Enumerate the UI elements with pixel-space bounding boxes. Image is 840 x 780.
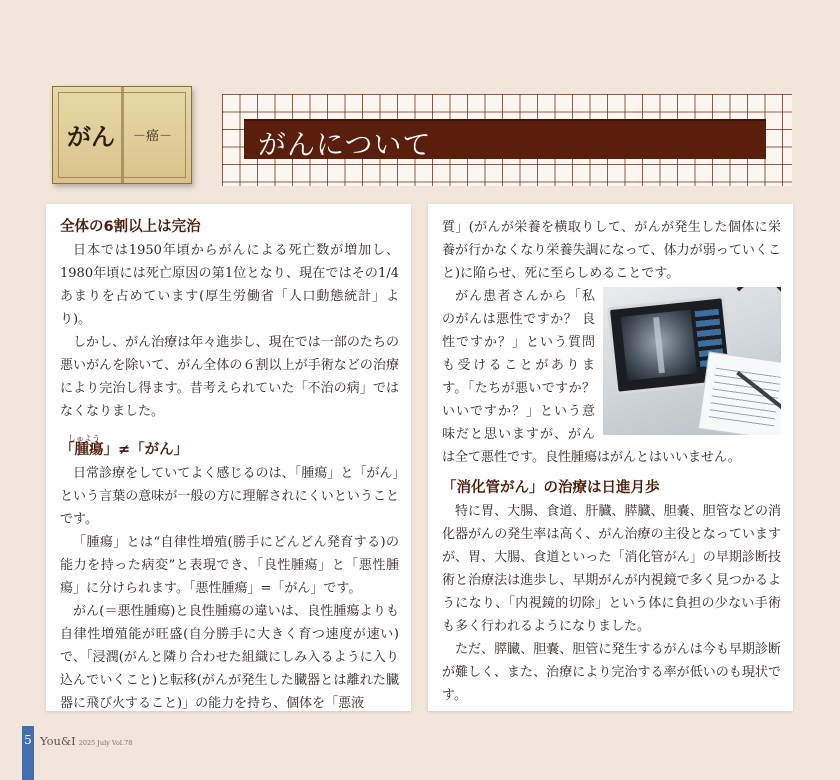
- issue-text: 2025 July Vol.78: [78, 739, 133, 747]
- book-kanji: がん: [67, 122, 115, 151]
- clipboard-shape: [698, 352, 781, 435]
- paragraph: 特に胃、大腸、食道、肝臓、膵臓、胆嚢、胆管などの消化器がんの発生率は高く、がん治療の主役となっていますが、胃、大腸、食道といった「消化管がん」の早期診断技術と治療法は進歩し、早期がんが内視鏡で多く見つかるようになり、「内視鏡的切除」という体に負担の少ない手術も多く行われるようになりました。: [442, 504, 781, 634]
- logo-text: You&I: [40, 734, 76, 748]
- page-title: がんについて: [258, 128, 432, 161]
- section-heading-cure-rate: 全体の6割以上は完治: [60, 219, 201, 235]
- heading-text: 「腫瘍」≠「がん」: [60, 442, 189, 458]
- title-bar: [244, 119, 766, 159]
- paragraph: がん患者さんから「私のがんは悪性ですか？ 良性ですか？」という質問も受けることがあります。「たちが悪いですか？ いいですか？」という意味だと思いますが、がんは全て悪性です。良性腫瘍はがんとはいいません。: [442, 289, 741, 465]
- xray-image: [621, 310, 697, 381]
- medical-tablet-photo: [603, 287, 781, 435]
- paragraph: がん(＝悪性腫瘍)と良性腫瘍の違いは、良性腫瘍よりも自律性増殖能が旺盛(自分勝手に大きく育つ速度が速い)で、「浸潤(がんと隣り合わせた組織にしみ入るように入り込んでいくこと)と転移(がんが発生した臓器とは離れた臓器に飛び火すること)」の能力を持ち、個体を「悪液: [60, 604, 399, 711]
- paragraph: ただ、膵臓、胆嚢、胆管に発生するがんは今も早期診断が難しく、また、治療により完治する率が低いのも現状です。: [442, 642, 781, 703]
- left-column: [46, 204, 411, 711]
- paragraph: 質」(がんが栄養を横取りして、がんが発生した個体に栄養が行かなくなり栄養失調になって、体力が弱っていくこと)に陥らせ、死に至らしめることです。: [442, 220, 781, 281]
- section-heading-gi-cancer: 「消化管がん」の治療は日進月歩: [442, 480, 660, 496]
- right-column: [428, 204, 793, 711]
- footer-logo: [40, 734, 132, 748]
- paragraph: しかし、がん治療は年々進歩し、現在では一部のたちの悪いがんを除いて、がん全体の６割以上が手術などの治療により完治し得ます。昔考えられていた「不治の病」ではなくなりました。: [60, 335, 399, 419]
- paragraph: 「腫瘍」とは“自律性増殖(勝手にどんどん発育する)の能力を持った病変”と表現でき、「良性腫瘍」と「悪性腫瘍」に分けられます。「悪性腫瘍」=「がん」です。: [60, 535, 399, 596]
- paragraph: 日常診療をしていてよく感じるのは、「腫瘍」と「がん」という言葉の意味が一般の方に理解されにくいということです。: [60, 466, 399, 527]
- book-subtitle: －癌－: [133, 129, 173, 144]
- section-heading-tumor-vs-cancer: [60, 434, 399, 461]
- paragraph: 日本では1950年頃からがんによる死亡数が増加し、1980年頃には死亡原因の第1位となり、現在ではその1/4あまりを占めています(厚生労働省「人口動態統計」より)。: [60, 243, 399, 327]
- book-illustration: [52, 86, 192, 184]
- ruby-reading: しゅよう: [68, 434, 100, 443]
- page-number: 5: [24, 733, 32, 747]
